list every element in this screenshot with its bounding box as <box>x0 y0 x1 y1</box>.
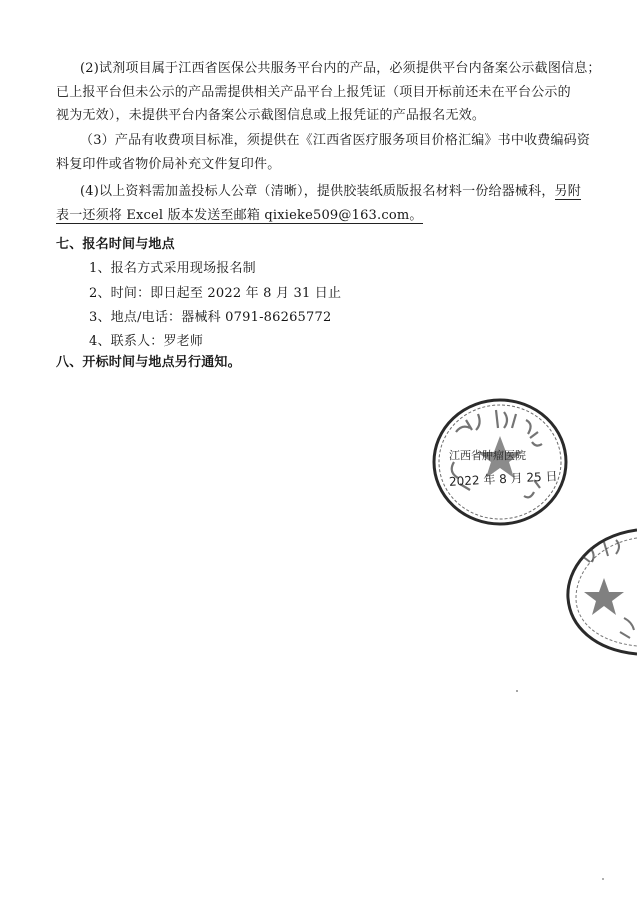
section-7-item-2: 2、时间：即日起至 2022 年 8 月 31 日止 <box>89 286 342 301</box>
paragraph-4-email-text: 表一还须将 Excel 版本发送至邮箱 qixieke509@163.com。 <box>56 208 423 223</box>
paragraph-4-line-1-text: (4)以上资料需加盖投标人公章（清晰），提供胶装纸质版报名材料一份给器械科， <box>80 184 555 199</box>
paragraph-2-line-2: 已上报平台但未公示的产品需提供相关产品平台上报凭证（项目开标前还未在平台公示的 <box>56 85 571 100</box>
seal-date: 2022 年 8 月 25 日 <box>448 469 558 489</box>
paragraph-4-line-2 <box>56 207 423 225</box>
paragraph-4-line-1 <box>80 183 581 201</box>
scan-speck <box>602 878 604 880</box>
section-8-heading: 八、开标时间与地点另行通知。 <box>56 355 241 370</box>
paragraph-2-line-3: 视为无效），未提供平台内备案公示截图信息或上报凭证的产品报名无效。 <box>56 108 486 123</box>
section-7-item-1: 1、报名方式采用现场报名制 <box>89 261 256 276</box>
section-7-item-4: 4、联系人：罗老师 <box>89 334 204 349</box>
paragraph-4-underlined-text: 另附 <box>554 184 581 199</box>
section-7-heading: 七、报名时间与地点 <box>56 237 175 252</box>
scan-speck <box>516 690 518 692</box>
section-7-item-3: 3、地点/电话：器械科 0791-86265772 <box>89 310 332 325</box>
paragraph-3-line-1: （3）产品有收费项目标准，须提供在《江西省医疗服务项目价格汇编》书中收费编码资 <box>80 133 591 148</box>
paragraph-3-line-2: 料复印件或省物价局补充文件复印件。 <box>56 157 281 172</box>
partial-seal-icon <box>560 522 637 662</box>
seal-organization-name: 江西省肿瘤医院 <box>449 449 526 462</box>
paragraph-2-line-1: (2)试剂项目属于江西省医保公共服务平台内的产品，必须提供平台内备案公示截图信息； <box>80 61 601 76</box>
